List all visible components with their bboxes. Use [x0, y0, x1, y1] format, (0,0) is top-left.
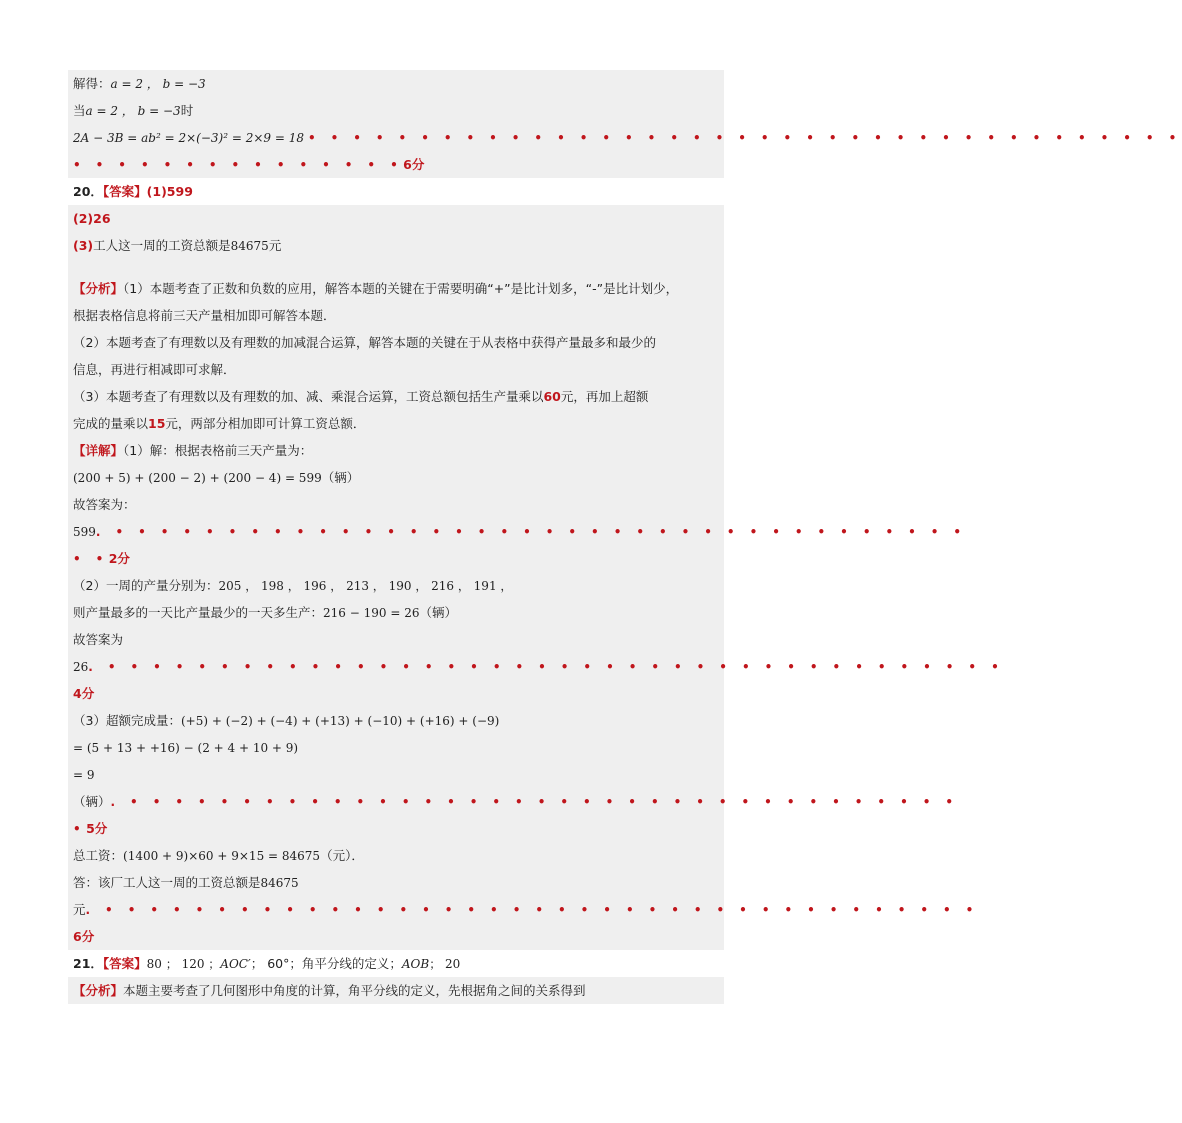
analysis-line — [68, 329, 724, 356]
score-leader-dots: • — [73, 822, 87, 836]
analysis-line — [68, 383, 724, 410]
score-mark: 2分 — [108, 551, 130, 566]
score-mark: 6分 — [403, 157, 425, 172]
unit-text: （辆） — [321, 470, 360, 485]
answer-header-21 — [68, 950, 724, 977]
highlight-number: 60 — [543, 389, 561, 404]
detail-line — [68, 761, 724, 788]
score-leader-dots: • • — [73, 552, 109, 566]
answer-block-20 — [68, 205, 1005, 950]
answer-values: 80 ； 120 ； — [146, 957, 221, 971]
detail-line — [68, 923, 724, 950]
detail-line — [68, 491, 724, 518]
math-expression: = (5 + 13 + +16) − (2 + 4 + 10 + 9) — [73, 741, 299, 755]
answer-line — [68, 205, 724, 232]
answer-values: ； 20 — [429, 957, 461, 971]
answer-values: ； 60°；角平分线的定义； — [250, 956, 402, 971]
document-page — [68, 70, 1182, 1004]
analysis-line — [68, 977, 724, 1004]
math-expression: a = 2 ， b = −3 — [85, 104, 181, 118]
answer-part-3-prefix: (3) — [73, 238, 94, 253]
analysis-text: 元，两部分相加即可计算工资总额． — [165, 416, 366, 431]
unit-text: （元）． — [320, 848, 364, 863]
detail-line — [68, 788, 959, 815]
answer-part-3-unit: 元 — [268, 238, 282, 253]
detail-text: （3）超额完成量： — [73, 713, 181, 728]
angle-name: AOC′ — [220, 957, 251, 971]
answer-value: 84675 — [260, 876, 299, 890]
angle-name: AOB — [401, 957, 430, 971]
detail-text: （2）一周的产量分别为： — [73, 578, 219, 593]
detail-line — [68, 599, 724, 626]
question-number: 21． — [73, 956, 103, 971]
score-leader-dots: • • • • • • • • • • • • • • • • • • • • • • • • • • • • • • • • • • • • • • • — [307, 131, 1182, 145]
solution-line — [68, 124, 1182, 151]
detail-text: 故答案为 — [73, 632, 124, 647]
answer-value: 599 — [73, 525, 96, 539]
detail-line — [68, 545, 724, 572]
answer-line — [68, 232, 724, 259]
math-expression: = 9 — [73, 768, 95, 782]
unit-text: （辆） — [73, 794, 111, 809]
detail-line — [68, 437, 724, 464]
score-leader-dots: • • • • • • • • • • • • • • • — [73, 158, 404, 172]
detail-tag: 【详解】 — [73, 443, 124, 458]
solution-line — [68, 70, 724, 97]
blank-gap — [68, 259, 724, 275]
detail-line — [68, 626, 724, 653]
answer-part-2: (2)26 — [73, 211, 111, 226]
answer-value: 26 — [73, 660, 89, 674]
analysis-line — [68, 275, 724, 302]
label-text: 时 — [180, 103, 194, 118]
math-expression: (200 + 5) + (200 − 2) + (200 − 4) = 599 — [73, 471, 322, 485]
answer-part-3-number: 84675 — [230, 239, 269, 253]
analysis-line — [68, 410, 724, 437]
analysis-block-21 — [68, 977, 724, 1004]
detail-line — [68, 464, 724, 491]
answer-part-3-text: 工人这一周的工资总额是 — [93, 238, 231, 253]
analysis-text: （1）本题考查了正数和负数的应用，解答本题的关键在于需要明确“+”是比计划多，“-”是比计划少， — [123, 281, 679, 296]
analysis-text: （2）本题考查了有理数以及有理数的加减混合运算，解答本题的关键在于从表格中获得产量最多和最少的 — [73, 335, 656, 350]
math-expression: 216 − 190 = 26 — [323, 606, 420, 620]
detail-line — [68, 869, 724, 896]
detail-line — [68, 842, 724, 869]
score-leader-dots: . • • • • • • • • • • • • • • • • • • • • • • • • • • • • • • • • • • • • • • • • — [88, 660, 1005, 674]
score-mark: 6分 — [73, 929, 95, 944]
analysis-text: 信息，再进行相减即可求解． — [73, 362, 236, 377]
analysis-text: 本题主要考查了几何图形中角度的计算，角平分线的定义，先根据角之间的关系得到 — [123, 983, 586, 998]
math-expression: 205 ， 198 ， 196 ， 213 ， 190 ， 216 ， 191 ， — [218, 579, 513, 593]
detail-line — [68, 734, 724, 761]
detail-text: 则产量最多的一天比产量最少的一天多生产： — [73, 605, 324, 620]
detail-line — [68, 815, 724, 842]
unit-text: （辆） — [419, 605, 457, 620]
score-mark: 5分 — [86, 821, 108, 836]
answer-header-20 — [68, 178, 724, 205]
detail-line — [68, 707, 724, 734]
detail-text: 总工资： — [73, 848, 124, 863]
label-text: 解得： — [73, 76, 111, 91]
math-expression: 2A − 3B = ab² = 2×(−3)² = 2×9 = 18 — [73, 131, 304, 145]
answer-tag: 【答案】 — [102, 956, 147, 971]
detail-line — [68, 653, 1005, 680]
highlight-number: 15 — [148, 416, 166, 431]
analysis-tag: 【分析】 — [73, 983, 124, 998]
analysis-text: 元，再加上超额 — [560, 389, 649, 404]
detail-line — [68, 680, 724, 707]
math-expression: (+5) + (−2) + (−4) + (+13) + (−10) + (+16) + (−9) — [180, 714, 500, 728]
answer-tag: 【答案】 — [102, 184, 147, 199]
analysis-tag: 【分析】 — [73, 281, 124, 296]
solution-line — [68, 97, 724, 124]
detail-line — [68, 572, 724, 599]
analysis-text: （3）本题考查了有理数以及有理数的加、减、乘混合运算，工资总额包括生产量乘以 — [73, 389, 544, 404]
score-leader-dots: . • • • • • • • • • • • • • • • • • • • • • • • • • • • • • • • • • • • • • • • — [85, 903, 979, 917]
score-mark: 4分 — [73, 686, 95, 701]
label-text: 当 — [73, 103, 86, 118]
math-expression: a = 2 ， b = −3 — [110, 77, 206, 91]
math-expression: (1400 + 9)×60 + 9×15 = 84675 — [123, 849, 321, 863]
detail-text: （1）解：根据表格前三天产量为： — [123, 443, 313, 458]
solution-block-19 — [68, 70, 1182, 178]
solution-line — [68, 151, 724, 178]
score-leader-dots: . • • • • • • • • • • • • • • • • • • • • • • • • • • • • • • • • • • • • • • — [95, 525, 967, 539]
score-leader-dots: . • • • • • • • • • • • • • • • • • • • • • • • • • • • • • • • • • • • • • — [110, 795, 959, 809]
detail-line — [68, 896, 979, 923]
analysis-text: 完成的量乘以 — [73, 416, 149, 431]
answer-part-1: (1)599 — [146, 184, 193, 199]
unit-text: 元 — [73, 902, 86, 917]
analysis-line — [68, 302, 724, 329]
detail-line — [68, 518, 967, 545]
question-number: 20． — [73, 184, 103, 199]
analysis-line — [68, 356, 724, 383]
analysis-text: 根据表格信息将前三天产量相加即可解答本题． — [73, 308, 336, 323]
detail-text: 故答案为： — [73, 497, 136, 512]
detail-text: 答：该厂工人这一周的工资总额是 — [73, 875, 261, 890]
